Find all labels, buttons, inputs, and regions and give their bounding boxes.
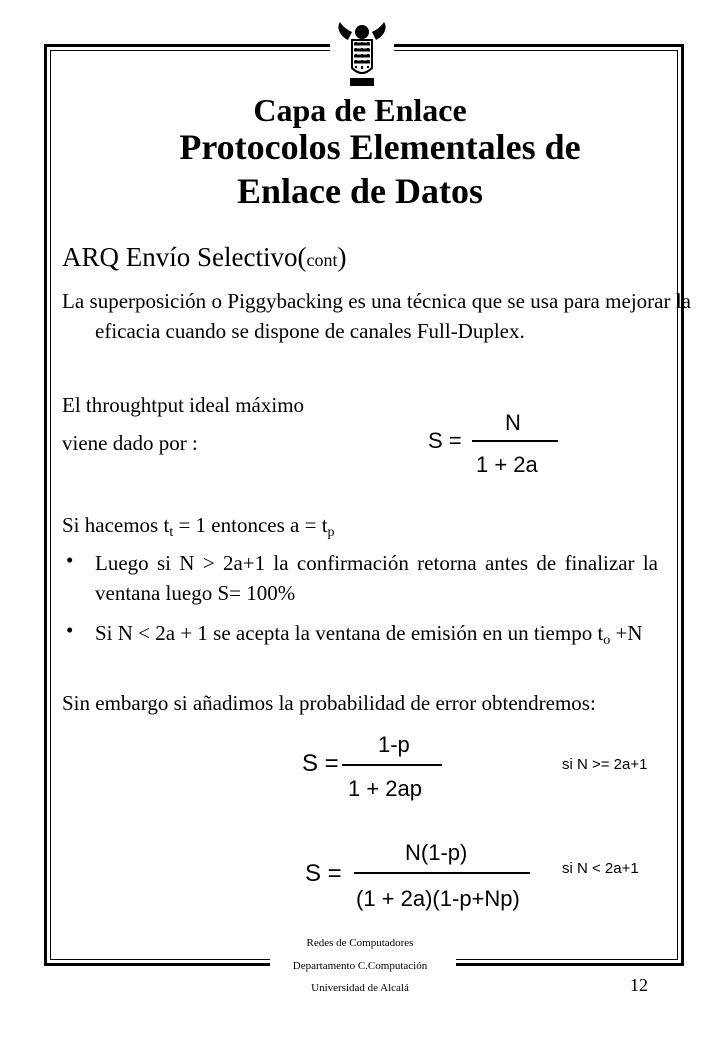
footer-course: Redes de Computadores <box>306 937 414 949</box>
page-subtitle-line2: Enlace de Datos <box>237 171 483 211</box>
formula2-lhs: S = <box>302 750 339 777</box>
bullet2-text-a: Si N < 2a + 1 se acepta la ventana de emisión en un tiempo t <box>95 621 604 645</box>
bullet-marker-2: • <box>66 618 74 642</box>
section-heading-close: ) <box>337 242 347 272</box>
formula2-condition: si N >= 2a+1 <box>562 756 648 773</box>
formula3-fraction-bar <box>354 872 530 874</box>
paragraph-throughput-2: viene dado por : <box>62 431 198 455</box>
formula2-fraction-bar <box>342 764 442 766</box>
formula3-numerator: N(1-p) <box>405 840 468 865</box>
formula1-numerator: N <box>505 410 521 435</box>
paragraph-throughput-1: El throughtput ideal máximo <box>62 393 305 417</box>
formula3-denominator: (1 + 2a)(1-p+Np) <box>356 886 520 911</box>
section-heading-text: ARQ Envío Selectivo( <box>62 242 307 272</box>
footer-university: Universidad de Alcalá <box>311 982 409 994</box>
page-subtitle-line1: Protocolos Elementales de <box>179 127 581 167</box>
bullet-item-1: Luego si N > 2a+1 la confirmación retorna antes de finalizar la ventana luego S= 100% <box>95 551 658 605</box>
section-heading-small: cont <box>306 250 338 270</box>
section-heading <box>62 242 346 275</box>
formula1-fraction-bar <box>472 440 558 442</box>
formula3-lhs: S = <box>305 860 342 887</box>
formula2-numerator: 1-p <box>378 732 410 757</box>
paragraph-error-probability: Sin embargo si añadimos la probabilidad de error obtendremos: <box>62 691 596 715</box>
bullet-marker-1: • <box>66 548 74 572</box>
page-number: 12 <box>630 975 648 995</box>
para3-sub-t: t <box>169 525 174 540</box>
bullet2-sub-o: o <box>603 633 611 648</box>
bullet-item-2 <box>95 618 658 656</box>
formula1-lhs: S = <box>428 428 462 453</box>
formula1-denominator: 1 + 2a <box>476 452 538 477</box>
paragraph-piggybacking: La superposición o Piggybacking es una técnica que se usa para mejorar la eficacia cuando se dispone de canales Full-Duplex. <box>62 289 691 343</box>
bullet2-text-b: +N <box>610 621 643 645</box>
para3-text-b: = 1 entonces a = t <box>173 513 328 537</box>
formula3-condition: si N < 2a+1 <box>562 860 639 877</box>
footer-department: Departamento C.Computación <box>292 960 428 972</box>
page-title: Capa de Enlace <box>253 92 467 128</box>
crest-icon <box>330 18 394 90</box>
para3-sub-p: p <box>327 525 335 540</box>
university-crest-logo <box>330 18 394 90</box>
para3-text-a: Si hacemos t <box>62 513 170 537</box>
paragraph-tt <box>62 510 335 548</box>
formula2-denominator: 1 + 2ap <box>348 776 423 801</box>
